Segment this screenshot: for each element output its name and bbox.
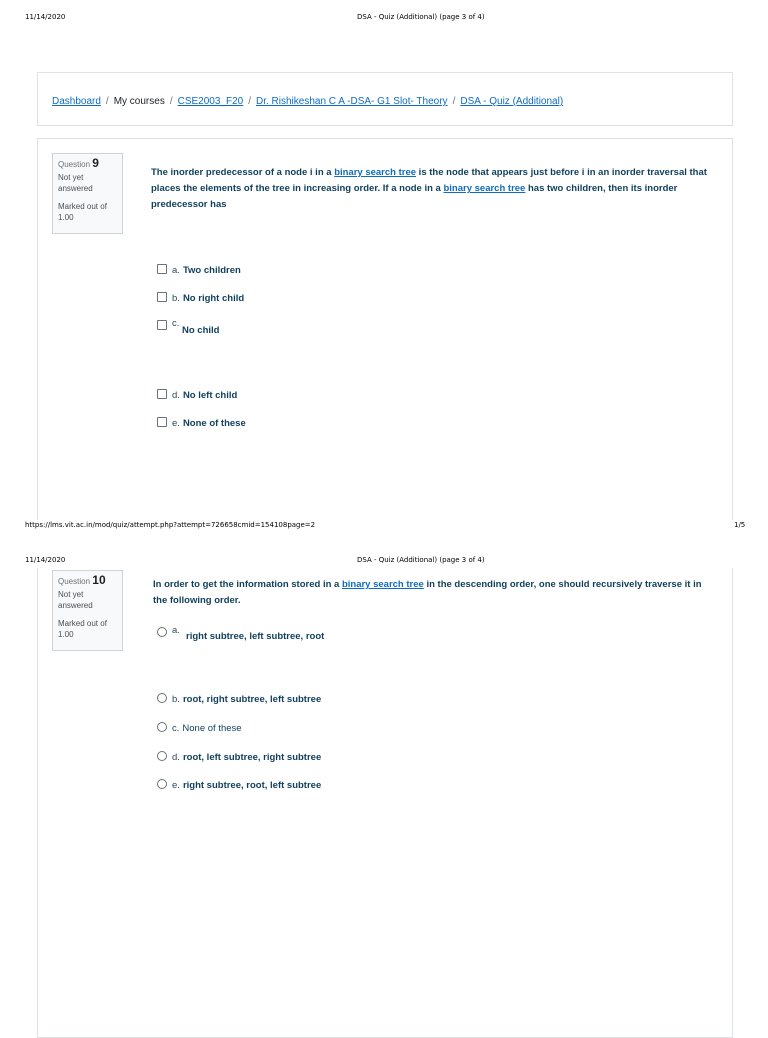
question-label: Question (58, 160, 91, 169)
question-state: Not yet answered (58, 590, 93, 610)
breadcrumb-slot[interactable]: Dr. Rishikeshan C A -DSA- G1 Slot- Theory (256, 96, 448, 107)
breadcrumb-course[interactable]: CSE2003_F20 (177, 96, 244, 107)
question-text-part: In order to get the information stored in a (153, 579, 342, 590)
q10-option-b[interactable] (157, 693, 321, 705)
option-letter: d. (172, 752, 180, 763)
q9-option-e[interactable] (157, 417, 246, 429)
print-date: 11/14/2020 (25, 556, 66, 564)
option-text: No child (182, 325, 220, 336)
radio-icon[interactable] (157, 627, 167, 637)
question-state: Not yet answered (58, 173, 93, 193)
question-10-text (153, 577, 713, 609)
glossary-link-binary-search-tree[interactable]: binary search tree (341, 579, 424, 590)
q9-option-b[interactable] (157, 292, 244, 304)
radio-icon[interactable] (157, 779, 167, 789)
option-letter: a. (172, 625, 180, 636)
option-text: right subtree, root, left subtree (182, 780, 322, 791)
glossary-link-binary-search-tree[interactable]: binary search tree (443, 183, 526, 194)
breadcrumb (52, 96, 563, 107)
question-9-text (151, 165, 711, 213)
option-text: No right child (182, 293, 245, 304)
question-text-part: The inorder predecessor of a node i in a (151, 167, 335, 178)
option-text: No left child (182, 390, 238, 401)
question-text-part: in the descending order, one should recursively traverse it in the following order. (153, 579, 702, 606)
checkbox-icon[interactable] (157, 264, 167, 274)
question-grade: Marked out of 1.00 (58, 202, 107, 222)
question-number: 9 (92, 156, 99, 170)
option-letter: c. (172, 318, 180, 329)
question-number: 10 (92, 573, 106, 587)
radio-icon[interactable] (157, 693, 167, 703)
breadcrumb-separator: / (452, 96, 456, 107)
glossary-link-binary-search-tree[interactable]: binary search tree (334, 167, 417, 178)
q9-option-d[interactable] (157, 389, 237, 401)
q10-option-d[interactable] (157, 751, 321, 763)
print-page-number: 1/5 (734, 521, 746, 529)
q9-option-a[interactable] (157, 264, 241, 276)
question-text-part: has two children, then its inorder predecessor has (151, 183, 678, 210)
print-date: 11/14/2020 (25, 13, 66, 21)
quiz-content-card-continued (37, 568, 733, 1038)
question-text-part: is the node that appears just before i in an inorder traversal that places the elements of the tree in increasing order. If a node in a (151, 167, 707, 194)
option-letter: b. (172, 293, 180, 304)
option-text: root, left subtree, right subtree (182, 752, 322, 763)
question-label: Question (58, 577, 91, 586)
option-letter: e. (172, 418, 180, 429)
checkbox-icon[interactable] (157, 292, 167, 302)
q10-option-c[interactable] (157, 722, 242, 734)
option-text: None of these (182, 418, 246, 429)
option-text: None of these (182, 723, 242, 734)
print-doc-title: DSA - Quiz (Additional) (page 3 of 4) (357, 556, 485, 564)
breadcrumb-my-courses: My courses (113, 96, 165, 107)
question-9-info (52, 153, 123, 234)
radio-icon[interactable] (157, 722, 167, 732)
breadcrumb-separator: / (169, 96, 173, 107)
question-10-info (52, 570, 123, 651)
checkbox-icon[interactable] (157, 389, 167, 399)
option-letter: c. (172, 723, 180, 734)
option-text: right subtree, left subtree, root (186, 631, 325, 642)
print-doc-title: DSA - Quiz (Additional) (page 3 of 4) (357, 13, 485, 21)
option-text: root, right subtree, left subtree (182, 694, 322, 705)
breadcrumb-quiz[interactable]: DSA - Quiz (Additional) (460, 96, 564, 107)
breadcrumb-dashboard[interactable]: Dashboard (52, 96, 101, 107)
q10-option-e[interactable] (157, 779, 321, 791)
checkbox-icon[interactable] (157, 320, 167, 330)
option-letter: e. (172, 780, 180, 791)
breadcrumb-separator: / (248, 96, 251, 107)
breadcrumb-card (37, 72, 733, 126)
checkbox-icon[interactable] (157, 417, 167, 427)
option-letter: b. (172, 694, 180, 705)
print-url: https://lms.vit.ac.in/mod/quiz/attempt.php?attempt=726658cmid=154108page=2 (25, 521, 316, 529)
option-letter: a. (172, 265, 180, 276)
option-text: Two children (182, 265, 241, 276)
radio-icon[interactable] (157, 751, 167, 761)
question-grade: Marked out of 1.00 (58, 619, 107, 639)
option-letter: d. (172, 390, 180, 401)
breadcrumb-separator: / (105, 96, 109, 107)
